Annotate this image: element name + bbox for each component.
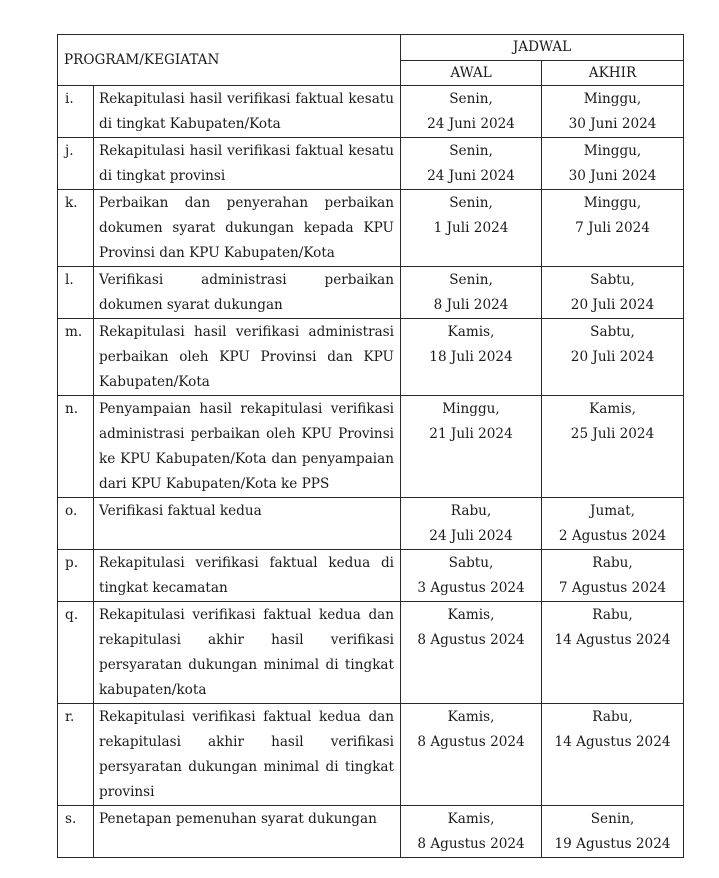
awal-date: 18 Juli 2024	[429, 349, 513, 365]
awal-day: Sabtu,	[448, 555, 494, 571]
awal-date: 8 Juli 2024	[433, 297, 509, 313]
akhir-day: Rabu,	[592, 607, 633, 623]
akhir-date: 7 Juli 2024	[575, 220, 650, 236]
akhir-date: 2 Agustus 2024	[558, 528, 667, 544]
row-awal-date	[401, 396, 542, 498]
akhir-date: 25 Juli 2024	[570, 426, 655, 442]
akhir-day: Senin,	[590, 811, 635, 827]
table-row	[58, 498, 684, 550]
row-akhir-date	[542, 806, 684, 858]
row-akhir-date	[542, 267, 684, 319]
row-awal-date	[401, 550, 542, 602]
awal-day: Kamis,	[447, 607, 495, 623]
row-awal-date	[401, 498, 542, 550]
row-program: Rekapitulasi hasil verifikasi faktual kesatu di tingkat Kabupaten/Kota	[94, 86, 401, 138]
row-program: Penetapan pemenuhan syarat dukungan	[94, 806, 401, 858]
akhir-day: Sabtu,	[590, 324, 635, 340]
row-letter: o.	[58, 498, 94, 550]
row-program: Penyampaian hasil rekapitulasi verifikasi administrasi perbaikan oleh KPU Provinsi ke KPU Kabupaten/Kota dan penyampaian dari KPU Kabupaten/Kota ke PPS	[94, 396, 401, 498]
table-row	[58, 86, 684, 138]
awal-date: 3 Agustus 2024	[417, 580, 525, 596]
akhir-day: Minggu,	[583, 195, 642, 211]
row-awal-date	[401, 138, 542, 190]
row-akhir-date	[542, 138, 684, 190]
table-row	[58, 806, 684, 858]
table-row	[58, 138, 684, 190]
row-awal-date	[401, 704, 542, 806]
row-awal-date	[401, 806, 542, 858]
table-row	[58, 267, 684, 319]
awal-date: 8 Agustus 2024	[417, 836, 525, 852]
header-program: PROGRAM/KEGIATAN	[58, 35, 401, 86]
row-letter: s.	[58, 806, 94, 858]
akhir-day: Rabu,	[592, 709, 633, 725]
row-akhir-date	[542, 498, 684, 550]
row-awal-date	[401, 190, 542, 267]
awal-day: Senin,	[449, 91, 493, 107]
awal-day: Senin,	[449, 272, 493, 288]
awal-date: 8 Agustus 2024	[417, 632, 525, 648]
row-letter: i.	[58, 86, 94, 138]
row-akhir-date	[542, 602, 684, 704]
awal-day: Kamis,	[447, 811, 495, 827]
row-akhir-date	[542, 319, 684, 396]
row-akhir-date	[542, 190, 684, 267]
awal-date: 21 Juli 2024	[429, 426, 513, 442]
schedule-table	[57, 34, 684, 858]
awal-date: 1 Juli 2024	[433, 220, 509, 236]
table-row	[58, 704, 684, 806]
row-program: Rekapitulasi verifikasi faktual kedua di tingkat kecamatan	[94, 550, 401, 602]
row-program: Rekapitulasi hasil verifikasi faktual kesatu di tingkat provinsi	[94, 138, 401, 190]
akhir-date: 14 Agustus 2024	[554, 734, 671, 750]
row-letter: n.	[58, 396, 94, 498]
row-letter: l.	[58, 267, 94, 319]
awal-date: 24 Juni 2024	[427, 116, 515, 132]
row-akhir-date	[542, 550, 684, 602]
row-akhir-date	[542, 396, 684, 498]
akhir-day: Rabu,	[592, 555, 633, 571]
akhir-date: 30 Juni 2024	[568, 116, 657, 132]
akhir-date: 20 Juli 2024	[570, 297, 655, 313]
table-row	[58, 602, 684, 704]
awal-day: Senin,	[449, 143, 493, 159]
row-letter: j.	[58, 138, 94, 190]
akhir-date: 7 Agustus 2024	[558, 580, 667, 596]
akhir-date: 19 Agustus 2024	[554, 836, 671, 852]
awal-day: Kamis,	[447, 324, 495, 340]
row-program: Verifikasi administrasi perbaikan dokumen syarat dukungan	[94, 267, 401, 319]
akhir-day: Jumat,	[590, 503, 635, 519]
akhir-date: 30 Juni 2024	[568, 168, 657, 184]
row-awal-date	[401, 86, 542, 138]
akhir-day: Minggu,	[583, 143, 642, 159]
row-program: Rekapitulasi verifikasi faktual kedua dan rekapitulasi akhir hasil verifikasi persyaratan dukungan minimal di tingkat provinsi	[94, 704, 401, 806]
akhir-date: 14 Agustus 2024	[554, 632, 671, 648]
awal-day: Kamis,	[447, 709, 495, 725]
row-akhir-date	[542, 704, 684, 806]
row-akhir-date	[542, 86, 684, 138]
awal-date: 8 Agustus 2024	[417, 734, 525, 750]
header-awal: AWAL	[401, 60, 542, 86]
row-letter: r.	[58, 704, 94, 806]
awal-date: 24 Juni 2024	[427, 168, 515, 184]
row-program: Verifikasi faktual kedua	[94, 498, 401, 550]
row-letter: q.	[58, 602, 94, 704]
akhir-day: Kamis,	[589, 401, 636, 417]
row-letter: k.	[58, 190, 94, 267]
table-header	[58, 35, 684, 86]
row-program: Rekapitulasi hasil verifikasi administrasi perbaikan oleh KPU Provinsi dan KPU Kabupaten/Kota	[94, 319, 401, 396]
table-row	[58, 319, 684, 396]
awal-day: Rabu,	[450, 503, 492, 519]
row-awal-date	[401, 267, 542, 319]
row-awal-date	[401, 602, 542, 704]
row-letter: p.	[58, 550, 94, 602]
header-akhir: AKHIR	[542, 60, 684, 86]
table-row	[58, 190, 684, 267]
awal-day: Senin,	[449, 195, 493, 211]
row-letter: m.	[58, 319, 94, 396]
row-program: Rekapitulasi verifikasi faktual kedua dan rekapitulasi akhir hasil verifikasi persyaratan dukungan minimal di tingkat kabupaten/kota	[94, 602, 401, 704]
header-jadwal: JADWAL	[401, 35, 684, 61]
awal-date: 24 Juli 2024	[429, 528, 513, 544]
row-awal-date	[401, 319, 542, 396]
table-body	[58, 86, 684, 858]
row-program: Perbaikan dan penyerahan perbaikan dokumen syarat dukungan kepada KPU Provinsi dan KPU Kabupaten/Kota	[94, 190, 401, 267]
table-row	[58, 396, 684, 498]
awal-day: Minggu,	[442, 401, 500, 417]
akhir-date: 20 Juli 2024	[570, 349, 655, 365]
akhir-day: Sabtu,	[590, 272, 635, 288]
table-row	[58, 550, 684, 602]
akhir-day: Minggu,	[583, 91, 642, 107]
